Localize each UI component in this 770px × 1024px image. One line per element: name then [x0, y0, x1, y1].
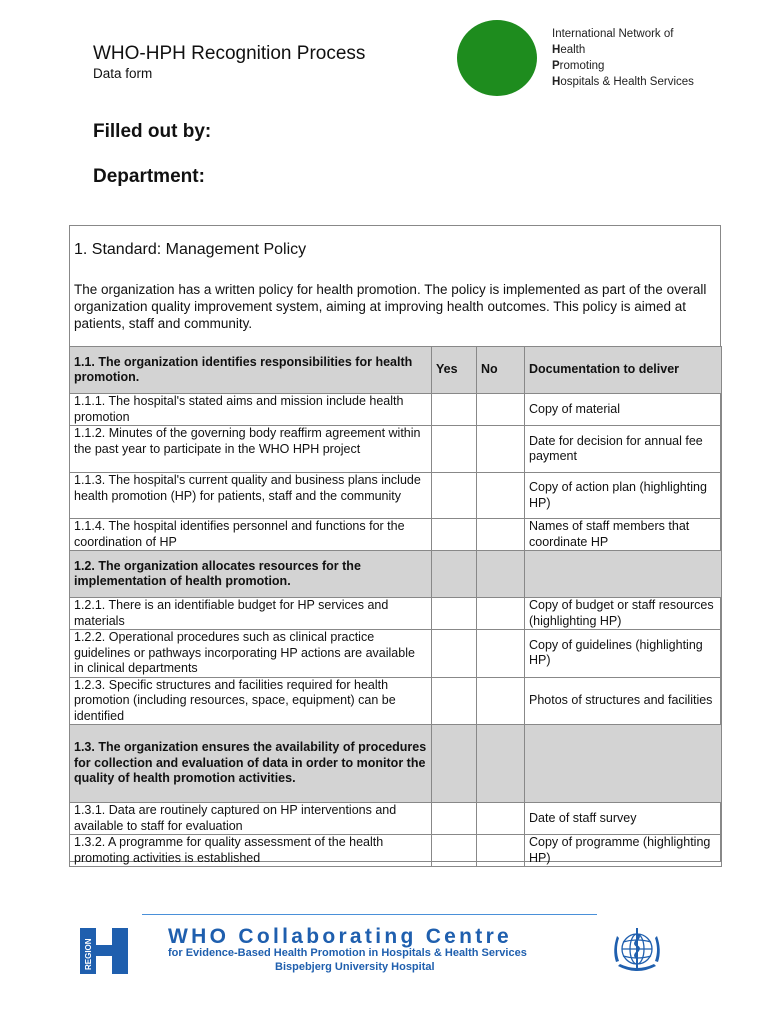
yes-cell[interactable] [432, 519, 477, 551]
region-h-logo [80, 928, 128, 974]
network-line1: International Network of [552, 28, 674, 40]
assessment-table [69, 346, 722, 867]
table-row [70, 803, 722, 835]
collab-centre-title: WHO Collaborating Centre [168, 925, 513, 948]
no-cell[interactable] [477, 394, 525, 426]
standard-title: 1. Standard: Management Policy [74, 241, 307, 258]
yes-cell[interactable] [432, 473, 477, 519]
department-label: Department: [93, 166, 205, 187]
no-cell[interactable] [477, 677, 525, 725]
no-cell[interactable] [477, 835, 525, 867]
doc-cell: Copy of programme (highlighting HP) [525, 835, 722, 867]
doc-cell: Date for decision for annual fee payment [525, 426, 722, 473]
item-text: 1.1.1. The hospital's stated aims and mission include health promotion [70, 394, 432, 426]
doc-cell: Date of staff survey [525, 803, 722, 835]
section-title: 1.3. The organization ensures the availability of procedures for collection and evaluation of data in order to monitor the quality of health promotion activities. [70, 725, 432, 803]
filled-out-by-label: Filled out by: [93, 121, 212, 142]
item-text: 1.1.3. The hospital's current quality and business plans include health promotion (HP) for patients, staff and the community [70, 473, 432, 519]
page-subtitle: Data form [93, 66, 153, 81]
item-text: 1.1.4. The hospital identifies personnel and functions for the coordination of HP [70, 519, 432, 551]
section-header-row [70, 551, 722, 598]
column-yes: Yes [432, 347, 477, 394]
doc-cell: Copy of action plan (highlighting HP) [525, 473, 722, 519]
item-text: 1.2.2. Operational procedures such as clinical practice guidelines or pathways incorporating HP actions are available in clinical departments [70, 630, 432, 678]
no-cell[interactable] [477, 803, 525, 835]
table-row [70, 519, 722, 551]
table-row [70, 473, 722, 519]
section-title: 1.2. The organization allocates resources for the implementation of health promotion. [70, 551, 432, 598]
table-row [70, 394, 722, 426]
region-label: REGION [84, 938, 93, 970]
standard-description: The organization has a written policy for health promotion. The policy is implemented as part of the overall organization quality improvement system, aiming at improving health outcomes. This policy is aimed at patients, staff and community. [74, 282, 707, 331]
no-cell[interactable] [477, 473, 525, 519]
page-title: WHO-HPH Recognition Process [93, 43, 366, 64]
no-cell[interactable] [477, 598, 525, 630]
yes-cell[interactable] [432, 677, 477, 725]
table-row [70, 630, 722, 678]
network-name [552, 26, 694, 90]
section-title: 1.1. The organization identifies responsibilities for health promotion. [70, 347, 432, 394]
section-header-row [70, 347, 722, 394]
doc-cell: Photos of structures and facilities [525, 677, 722, 725]
yes-cell[interactable] [432, 394, 477, 426]
column-documentation: Documentation to deliver [525, 347, 722, 394]
section-header-row [70, 725, 722, 803]
doc-cell: Copy of budget or staff resources (highlighting HP) [525, 598, 722, 630]
network-line-hospitals: Hospitals & Health Services [552, 76, 694, 88]
no-cell[interactable] [477, 426, 525, 473]
doc-cell: Copy of material [525, 394, 722, 426]
yes-cell[interactable] [432, 630, 477, 678]
yes-cell[interactable] [432, 598, 477, 630]
who-emblem-icon [608, 922, 666, 978]
no-cell[interactable] [477, 519, 525, 551]
no-cell[interactable] [477, 630, 525, 678]
doc-cell: Names of staff members that coordinate HP [525, 519, 722, 551]
footer-divider [142, 914, 597, 915]
yes-cell[interactable] [432, 426, 477, 473]
hph-logo-circle [457, 20, 537, 96]
table-row [70, 677, 722, 725]
item-text: 1.1.2. Minutes of the governing body reaffirm agreement within the past year to participate in the WHO HPH project [70, 426, 432, 473]
item-text: 1.2.1. There is an identifiable budget for HP services and materials [70, 598, 432, 630]
collab-centre-hospital: Bispebjerg University Hospital [275, 961, 435, 973]
table-row [70, 426, 722, 473]
collab-centre-subtitle: for Evidence-Based Health Promotion in Hospitals & Health Services [168, 947, 527, 959]
item-text: 1.2.3. Specific structures and facilities required for health promotion (including resources, space, equipment) can be identified [70, 677, 432, 725]
table-row [70, 598, 722, 630]
column-no: No [477, 347, 525, 394]
yes-cell[interactable] [432, 803, 477, 835]
network-line-health: Health [552, 44, 586, 56]
doc-cell: Copy of guidelines (highlighting HP) [525, 630, 722, 678]
yes-cell[interactable] [432, 835, 477, 867]
table-row [70, 835, 722, 867]
item-text: 1.3.1. Data are routinely captured on HP interventions and available to staff for evaluation [70, 803, 432, 835]
network-line-promoting: Promoting [552, 60, 605, 72]
item-text: 1.3.2. A programme for quality assessment of the health promoting activities is established [70, 835, 432, 867]
